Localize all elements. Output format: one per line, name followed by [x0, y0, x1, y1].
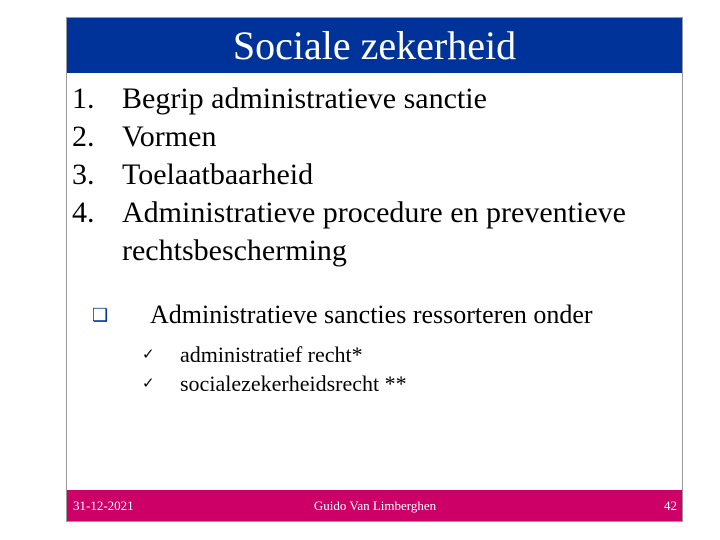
check-item — [142, 340, 407, 369]
list-item — [72, 118, 672, 156]
list-item-text: Administratieve procedure en preventieve rechtsbescherming — [122, 196, 626, 267]
check-item — [142, 369, 407, 398]
check-item-text: administratief recht* — [180, 342, 363, 367]
numbered-list — [72, 80, 672, 270]
list-item-number: 4. — [72, 196, 95, 229]
list-item-text: Toelaatbaarheid — [122, 158, 314, 191]
list-item-number: 3. — [72, 158, 95, 191]
footer-author: Guido Van Limberghen — [313, 498, 437, 513]
footer-date: 31-12-2021 — [73, 498, 134, 513]
list-item-text: Vormen — [122, 120, 217, 153]
check-item-text: socialezekerheidsrecht ** — [180, 371, 407, 396]
list-item — [72, 194, 672, 270]
check-list — [142, 340, 407, 398]
page-number: 42 — [664, 498, 677, 513]
sub-bullet-text: Administratieve sancties ressorteren onder — [150, 300, 593, 329]
checkmark-icon: ✓ — [142, 374, 155, 392]
checkmark-icon: ✓ — [142, 345, 155, 363]
slide-title: Sociale zekerheid — [232, 23, 517, 68]
list-item-number: 1. — [72, 82, 95, 115]
list-item — [72, 156, 672, 194]
list-item — [72, 80, 672, 118]
list-item-number: 2. — [72, 120, 95, 153]
square-bullet-icon: ❑ — [92, 305, 109, 325]
list-item-text: Begrip administratieve sanctie — [122, 82, 487, 115]
sub-bullet — [92, 298, 593, 332]
